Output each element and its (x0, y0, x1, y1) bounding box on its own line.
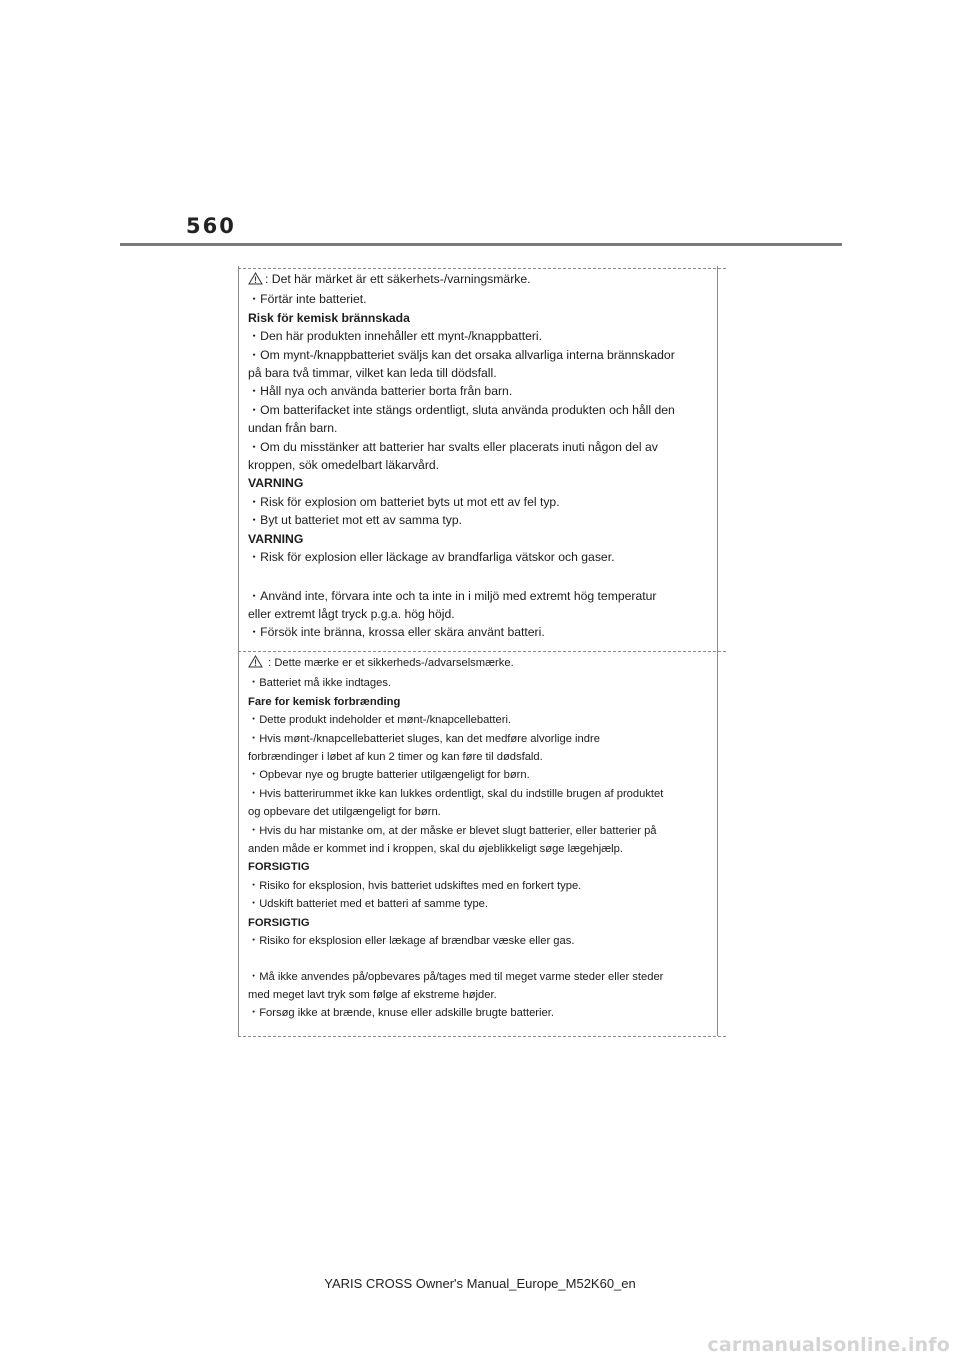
paragraph-gap (248, 951, 708, 968)
warning-heading (248, 474, 708, 492)
warning-text-line (248, 986, 708, 1004)
line-text: ・Om batterifacket inte stängs ordentligt, sluta använda produkten och håll den (248, 402, 675, 417)
line-text: ・Hvis batterirummet ikke kan lukkes ordentligt, skal du indstille brugen af produktet (248, 787, 664, 800)
line-text: på bara två timmar, vilket kan leda till dödsfall. (248, 366, 497, 381)
warning-text-line (248, 932, 708, 950)
warning-text-line (248, 401, 708, 419)
header-rule (120, 243, 842, 246)
warning-text-line (248, 895, 708, 913)
warning-text-line (248, 493, 708, 511)
warning-triangle-icon (248, 655, 263, 674)
line-text: ・Risiko for eksplosion eller lækage af brændbar væske eller gas. (248, 935, 575, 948)
warning-heading (248, 858, 708, 876)
line-text: Fare for kemisk forbrænding (248, 695, 401, 708)
line-text: FORSIGTIG (248, 861, 310, 874)
line-text: ・Risk för explosion om batteriet byts ut mot ett av fel typ. (248, 494, 560, 509)
watermark: carmanualsonline.info (707, 1334, 950, 1356)
line-text: ・Risiko for eksplosion, hvis batteriet udskiftes med en forkert type. (248, 879, 582, 892)
warning-text-line (248, 327, 708, 345)
warning-text-line (248, 364, 708, 382)
warning-text-line (248, 270, 708, 290)
warning-text-line (248, 785, 708, 803)
warning-text-line (248, 766, 708, 784)
warning-text-line (248, 711, 708, 729)
line-text: ・Om mynt-/knappbatteriet sväljs kan det orsaka allvarliga interna brännskador (248, 347, 675, 362)
line-text: ・Hvis mønt-/knapcellebatteriet sluges, kan det medføre alvorlige indre (248, 732, 600, 745)
warning-text-line (248, 456, 708, 474)
line-text: VARNING (248, 531, 304, 546)
warning-text-line (248, 877, 708, 895)
warning-text-line (248, 654, 708, 674)
line-text: ・Må ikke anvendes på/opbevares på/tages med til meget varme steder eller steder (248, 970, 664, 983)
warning-text-line (248, 438, 708, 456)
warning-text-line (248, 748, 708, 766)
middle-dashed-border (238, 651, 726, 652)
line-text: kroppen, sök omedelbart läkarvård. (248, 458, 440, 473)
line-text: forbrændinger i løbet af kun 2 timer og kan føre til dødsfald. (248, 751, 543, 764)
line-text: : Det här märket är ett säkerhets-/varningsmärke. (265, 272, 531, 286)
warning-triangle-icon (248, 272, 263, 290)
line-text: FORSIGTIG (248, 916, 310, 929)
line-text: ・Opbevar nye og brugte batterier utilgængeligt for børn. (248, 769, 530, 782)
warning-text-line (248, 840, 708, 858)
line-text: Risk för kemisk brännskada (248, 310, 410, 325)
line-text: med meget lavt tryk som følge af ekstreme højder. (248, 988, 497, 1001)
line-text: ・Försök inte bränna, krossa eller skära använt batteri. (248, 625, 545, 640)
line-text: : Dette mærke er et sikkerheds-/advarselsmærke. (265, 657, 514, 669)
line-text: ・Risk för explosion eller läckage av brandfarliga vätskor och gaser. (248, 550, 615, 565)
line-text: ・Den här produkten innehåller ett mynt-/knappbatteri. (248, 329, 543, 344)
line-text: VARNING (248, 476, 304, 491)
warning-text-line (248, 730, 708, 748)
warning-text-line (248, 968, 708, 986)
line-text: ・Håll nya och använda batterier borta från barn. (248, 384, 513, 399)
top-dashed-border (238, 268, 726, 269)
warning-text-line (248, 382, 708, 400)
line-text: og opbevare det utilgængeligt for børn. (248, 806, 441, 819)
warning-text-line (248, 548, 708, 566)
line-text: ・Dette produkt indeholder et mønt-/knapcellebatteri. (248, 714, 512, 727)
line-text: undan från barn. (248, 421, 338, 436)
warning-text-line (248, 623, 708, 641)
line-text: ・Udskift batteriet med et batteri af samme type. (248, 898, 489, 911)
warning-heading (248, 914, 708, 932)
warning-text-line (248, 605, 708, 623)
line-text: ・Hvis du har mistanke om, at der måske er blevet slugt batterier, eller batterier på (248, 824, 657, 837)
line-text: ・Forsøg ikke at brænde, knuse eller adskille brugte batterier. (248, 1007, 554, 1020)
warning-text-line (248, 803, 708, 821)
bottom-dashed-border (238, 1036, 726, 1037)
line-text: anden måde er kommet ind i kroppen, skal du øjeblikkeligt søge lægehjælp. (248, 843, 623, 856)
warning-text-line (248, 290, 708, 308)
page-number: 560 (186, 214, 236, 238)
swedish-warning-section (248, 270, 708, 642)
danish-warning-section (248, 654, 708, 1023)
warning-heading (248, 693, 708, 711)
line-text: ・Förtär inte batteriet. (248, 292, 367, 307)
line-text: ・Använd inte, förvara inte och ta inte in i miljö med extremt hög temperatur (248, 588, 657, 603)
warning-text-line (248, 822, 708, 840)
line-text: ・Batteriet må ikke indtages. (248, 677, 392, 690)
warning-text-line (248, 419, 708, 437)
warning-text-line (248, 587, 708, 605)
paragraph-gap (248, 567, 708, 587)
warning-text-line (248, 674, 708, 692)
warning-heading (248, 530, 708, 548)
line-text: ・Byt ut batteriet mot ett av samma typ. (248, 513, 463, 528)
line-text: ・Om du misstänker att batterier har svalts eller placerats inuti någon del av (248, 439, 658, 454)
warning-text-line (248, 1004, 708, 1022)
warning-text-line (248, 511, 708, 529)
warning-heading (248, 309, 708, 327)
line-text: eller extremt lågt tryck p.g.a. hög höjd. (248, 606, 455, 621)
page-footer: YARIS CROSS Owner's Manual_Europe_M52K60_en (324, 1276, 636, 1291)
warning-text-line (248, 346, 708, 364)
